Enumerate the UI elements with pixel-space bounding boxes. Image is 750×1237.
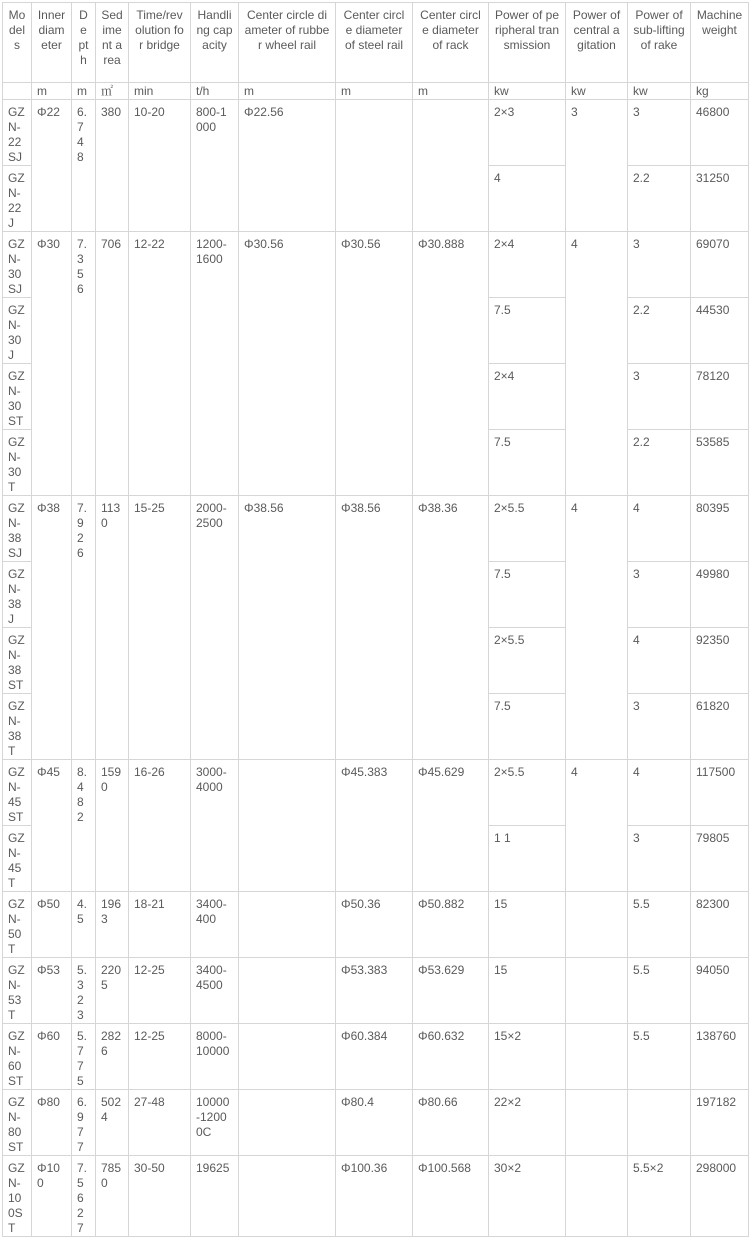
column-header: Power of peripheral transmission xyxy=(489,3,566,83)
rake-lifting-cell: 5.5×2 xyxy=(628,1156,691,1237)
column-unit: m xyxy=(239,83,336,100)
column-header: Models xyxy=(3,3,32,83)
rake-lifting-cell: 2.2 xyxy=(628,430,691,496)
central-agitation-cell xyxy=(566,958,628,1024)
machine-weight-cell: 44530 xyxy=(691,298,749,364)
rubber-rail-diameter-cell xyxy=(239,958,336,1024)
model-cell: GZN-53T xyxy=(3,958,32,1024)
header-row xyxy=(3,3,749,83)
spec-table-page xyxy=(0,2,750,1233)
column-unit: kw xyxy=(489,83,566,100)
steel-rail-diameter-cell: Φ38.56 xyxy=(336,496,413,760)
peripheral-transmission-cell: 2×5.5 xyxy=(489,496,566,562)
rubber-rail-diameter-cell: Φ22.56 xyxy=(239,100,336,232)
sediment-area-cell: 706 xyxy=(96,232,129,496)
time-revolution-cell: 18-21 xyxy=(129,892,191,958)
time-revolution-cell: 12-25 xyxy=(129,1024,191,1090)
sediment-area-cell: 2826 xyxy=(96,1024,129,1090)
rake-lifting-cell: 5.5 xyxy=(628,958,691,1024)
rake-lifting-cell: 5.5 xyxy=(628,892,691,958)
machine-weight-cell: 298000 xyxy=(691,1156,749,1237)
peripheral-transmission-cell: 30×2 xyxy=(489,1156,566,1237)
column-header: Center circle diameter of steel rail xyxy=(336,3,413,83)
model-cell: GZN-45ST xyxy=(3,760,32,826)
machine-weight-cell: 197182 xyxy=(691,1090,749,1156)
model-cell: GZN-30J xyxy=(3,298,32,364)
handling-capacity-cell: 19625 xyxy=(191,1156,239,1237)
handling-capacity-cell: 800-1000 xyxy=(191,100,239,232)
inner-diameter-cell: Φ60 xyxy=(32,1024,72,1090)
handling-capacity-cell: 3400-400 xyxy=(191,892,239,958)
column-header: Power of sub-lifting of rake xyxy=(628,3,691,83)
steel-rail-diameter-cell xyxy=(336,100,413,232)
handling-capacity-cell: 8000-10000 xyxy=(191,1024,239,1090)
handling-capacity-cell: 3000-4000 xyxy=(191,760,239,892)
inner-diameter-cell: Φ30 xyxy=(32,232,72,496)
sediment-area-cell: 1963 xyxy=(96,892,129,958)
sediment-area-cell: 5024 xyxy=(96,1090,129,1156)
depth-cell: 6.977 xyxy=(72,1090,96,1156)
steel-rail-diameter-cell: Φ100.36 xyxy=(336,1156,413,1237)
peripheral-transmission-cell: 7.5 xyxy=(489,694,566,760)
table-row xyxy=(3,760,749,826)
peripheral-transmission-cell: 15 xyxy=(489,892,566,958)
rack-diameter-cell: Φ60.632 xyxy=(413,1024,489,1090)
central-agitation-cell xyxy=(566,892,628,958)
model-cell: GZN-30ST xyxy=(3,364,32,430)
column-header: Machine weight xyxy=(691,3,749,83)
inner-diameter-cell: Φ53 xyxy=(32,958,72,1024)
model-cell: GZN-80ST xyxy=(3,1090,32,1156)
time-revolution-cell: 16-26 xyxy=(129,760,191,892)
rubber-rail-diameter-cell xyxy=(239,760,336,892)
sediment-area-cell: 2205 xyxy=(96,958,129,1024)
table-row xyxy=(3,100,749,166)
thickener-spec-table xyxy=(2,2,749,1237)
machine-weight-cell: 46800 xyxy=(691,100,749,166)
machine-weight-cell: 31250 xyxy=(691,166,749,232)
model-cell: GZN-22SJ xyxy=(3,100,32,166)
time-revolution-cell: 15-25 xyxy=(129,496,191,760)
handling-capacity-cell: 1200-1600 xyxy=(191,232,239,496)
rack-diameter-cell: Φ100.568 xyxy=(413,1156,489,1237)
peripheral-transmission-cell: 4 xyxy=(489,166,566,232)
machine-weight-cell: 78120 xyxy=(691,364,749,430)
table-row xyxy=(3,1156,749,1237)
rubber-rail-diameter-cell: Φ38.56 xyxy=(239,496,336,760)
rake-lifting-cell: 2.2 xyxy=(628,166,691,232)
table-row xyxy=(3,1024,749,1090)
depth-cell: 7.926 xyxy=(72,496,96,760)
model-cell: GZN-22J xyxy=(3,166,32,232)
sediment-area-cell: 1590 xyxy=(96,760,129,892)
steel-rail-diameter-cell: Φ30.56 xyxy=(336,232,413,496)
peripheral-transmission-cell: 15×2 xyxy=(489,1024,566,1090)
peripheral-transmission-cell: 7.5 xyxy=(489,430,566,496)
machine-weight-cell: 69070 xyxy=(691,232,749,298)
column-unit xyxy=(3,83,32,100)
rake-lifting-cell: 3 xyxy=(628,694,691,760)
rubber-rail-diameter-cell xyxy=(239,892,336,958)
depth-cell: 5.323 xyxy=(72,958,96,1024)
rubber-rail-diameter-cell xyxy=(239,1024,336,1090)
central-agitation-cell xyxy=(566,1156,628,1237)
depth-cell: 5.775 xyxy=(72,1024,96,1090)
central-agitation-cell xyxy=(566,1090,628,1156)
machine-weight-cell: 79805 xyxy=(691,826,749,892)
model-cell: GZN-60ST xyxy=(3,1024,32,1090)
column-unit: min xyxy=(129,83,191,100)
depth-cell: 4.5 xyxy=(72,892,96,958)
rack-diameter-cell: Φ30.888 xyxy=(413,232,489,496)
time-revolution-cell: 12-25 xyxy=(129,958,191,1024)
rake-lifting-cell: 3 xyxy=(628,826,691,892)
table-body xyxy=(3,100,749,1237)
rack-diameter-cell: Φ80.66 xyxy=(413,1090,489,1156)
rake-lifting-cell: 3 xyxy=(628,100,691,166)
rake-lifting-cell: 2.2 xyxy=(628,298,691,364)
peripheral-transmission-cell: 2×4 xyxy=(489,232,566,298)
model-cell: GZN-45T xyxy=(3,826,32,892)
inner-diameter-cell: Φ38 xyxy=(32,496,72,760)
machine-weight-cell: 53585 xyxy=(691,430,749,496)
column-unit: kw xyxy=(566,83,628,100)
peripheral-transmission-cell: 2×5.5 xyxy=(489,760,566,826)
peripheral-transmission-cell: 7.5 xyxy=(489,298,566,364)
rake-lifting-cell: 5.5 xyxy=(628,1024,691,1090)
handling-capacity-cell: 3400-4500 xyxy=(191,958,239,1024)
column-header: Time/revolution for bridge xyxy=(129,3,191,83)
depth-cell: 7.356 xyxy=(72,232,96,496)
peripheral-transmission-cell: 2×3 xyxy=(489,100,566,166)
rake-lifting-cell: 4 xyxy=(628,628,691,694)
column-header: Handling capacity xyxy=(191,3,239,83)
time-revolution-cell: 27-48 xyxy=(129,1090,191,1156)
rubber-rail-diameter-cell xyxy=(239,1090,336,1156)
machine-weight-cell: 61820 xyxy=(691,694,749,760)
steel-rail-diameter-cell: Φ53.383 xyxy=(336,958,413,1024)
rack-diameter-cell: Φ38.36 xyxy=(413,496,489,760)
peripheral-transmission-cell: 1 1 xyxy=(489,826,566,892)
peripheral-transmission-cell: 7.5 xyxy=(489,562,566,628)
rack-diameter-cell xyxy=(413,100,489,232)
column-header: Center circle diameter of rack xyxy=(413,3,489,83)
inner-diameter-cell: Φ45 xyxy=(32,760,72,892)
column-header: Depth xyxy=(72,3,96,83)
central-agitation-cell: 4 xyxy=(566,232,628,496)
steel-rail-diameter-cell: Φ50.36 xyxy=(336,892,413,958)
steel-rail-diameter-cell: Φ80.4 xyxy=(336,1090,413,1156)
column-unit: m xyxy=(336,83,413,100)
rake-lifting-cell: 3 xyxy=(628,562,691,628)
model-cell: GZN-30T xyxy=(3,430,32,496)
sediment-area-cell: 7850 xyxy=(96,1156,129,1237)
table-header xyxy=(3,3,749,100)
peripheral-transmission-cell: 15 xyxy=(489,958,566,1024)
machine-weight-cell: 117500 xyxy=(691,760,749,826)
rubber-rail-diameter-cell: Φ30.56 xyxy=(239,232,336,496)
machine-weight-cell: 92350 xyxy=(691,628,749,694)
central-agitation-cell: 4 xyxy=(566,496,628,760)
column-unit: m xyxy=(413,83,489,100)
column-unit: kg xyxy=(691,83,749,100)
depth-cell: 6.748 xyxy=(72,100,96,232)
column-unit: kw xyxy=(628,83,691,100)
machine-weight-cell: 80395 xyxy=(691,496,749,562)
rubber-rail-diameter-cell xyxy=(239,1156,336,1237)
central-agitation-cell: 4 xyxy=(566,760,628,892)
central-agitation-cell xyxy=(566,1024,628,1090)
rack-diameter-cell: Φ53.629 xyxy=(413,958,489,1024)
column-header: Sediment area xyxy=(96,3,129,83)
model-cell: GZN-50T xyxy=(3,892,32,958)
peripheral-transmission-cell: 2×4 xyxy=(489,364,566,430)
table-row xyxy=(3,958,749,1024)
rake-lifting-cell: 3 xyxy=(628,364,691,430)
column-unit: ㎡ xyxy=(96,83,129,100)
model-cell: GZN-38T xyxy=(3,694,32,760)
sediment-area-cell: 1130 xyxy=(96,496,129,760)
steel-rail-diameter-cell: Φ60.384 xyxy=(336,1024,413,1090)
model-cell: GZN-100ST xyxy=(3,1156,32,1237)
peripheral-transmission-cell: 2×5.5 xyxy=(489,628,566,694)
central-agitation-cell: 3 xyxy=(566,100,628,232)
rake-lifting-cell xyxy=(628,1090,691,1156)
table-row xyxy=(3,892,749,958)
model-cell: GZN-38ST xyxy=(3,628,32,694)
time-revolution-cell: 30-50 xyxy=(129,1156,191,1237)
column-unit: t/h xyxy=(191,83,239,100)
column-header: Inner diameter xyxy=(32,3,72,83)
depth-cell: 7.5627 xyxy=(72,1156,96,1237)
model-cell: GZN-38SJ xyxy=(3,496,32,562)
model-cell: GZN-38J xyxy=(3,562,32,628)
rake-lifting-cell: 3 xyxy=(628,232,691,298)
handling-capacity-cell: 10000-12000C xyxy=(191,1090,239,1156)
time-revolution-cell: 10-20 xyxy=(129,100,191,232)
rack-diameter-cell: Φ45.629 xyxy=(413,760,489,892)
rake-lifting-cell: 4 xyxy=(628,760,691,826)
column-unit: m xyxy=(72,83,96,100)
table-row xyxy=(3,496,749,562)
sediment-area-cell: 380 xyxy=(96,100,129,232)
rake-lifting-cell: 4 xyxy=(628,496,691,562)
table-row xyxy=(3,1090,749,1156)
depth-cell: 8.482 xyxy=(72,760,96,892)
time-revolution-cell: 12-22 xyxy=(129,232,191,496)
rack-diameter-cell: Φ50.882 xyxy=(413,892,489,958)
peripheral-transmission-cell: 22×2 xyxy=(489,1090,566,1156)
column-header: Center circle diameter of rubber wheel rail xyxy=(239,3,336,83)
unit-row xyxy=(3,83,749,100)
table-row xyxy=(3,232,749,298)
column-unit: m xyxy=(32,83,72,100)
handling-capacity-cell: 2000-2500 xyxy=(191,496,239,760)
machine-weight-cell: 82300 xyxy=(691,892,749,958)
machine-weight-cell: 49980 xyxy=(691,562,749,628)
machine-weight-cell: 138760 xyxy=(691,1024,749,1090)
column-header: Power of central agitation xyxy=(566,3,628,83)
inner-diameter-cell: Φ22 xyxy=(32,100,72,232)
inner-diameter-cell: Φ50 xyxy=(32,892,72,958)
machine-weight-cell: 94050 xyxy=(691,958,749,1024)
inner-diameter-cell: Φ80 xyxy=(32,1090,72,1156)
steel-rail-diameter-cell: Φ45.383 xyxy=(336,760,413,892)
model-cell: GZN-30SJ xyxy=(3,232,32,298)
inner-diameter-cell: Φ100 xyxy=(32,1156,72,1237)
